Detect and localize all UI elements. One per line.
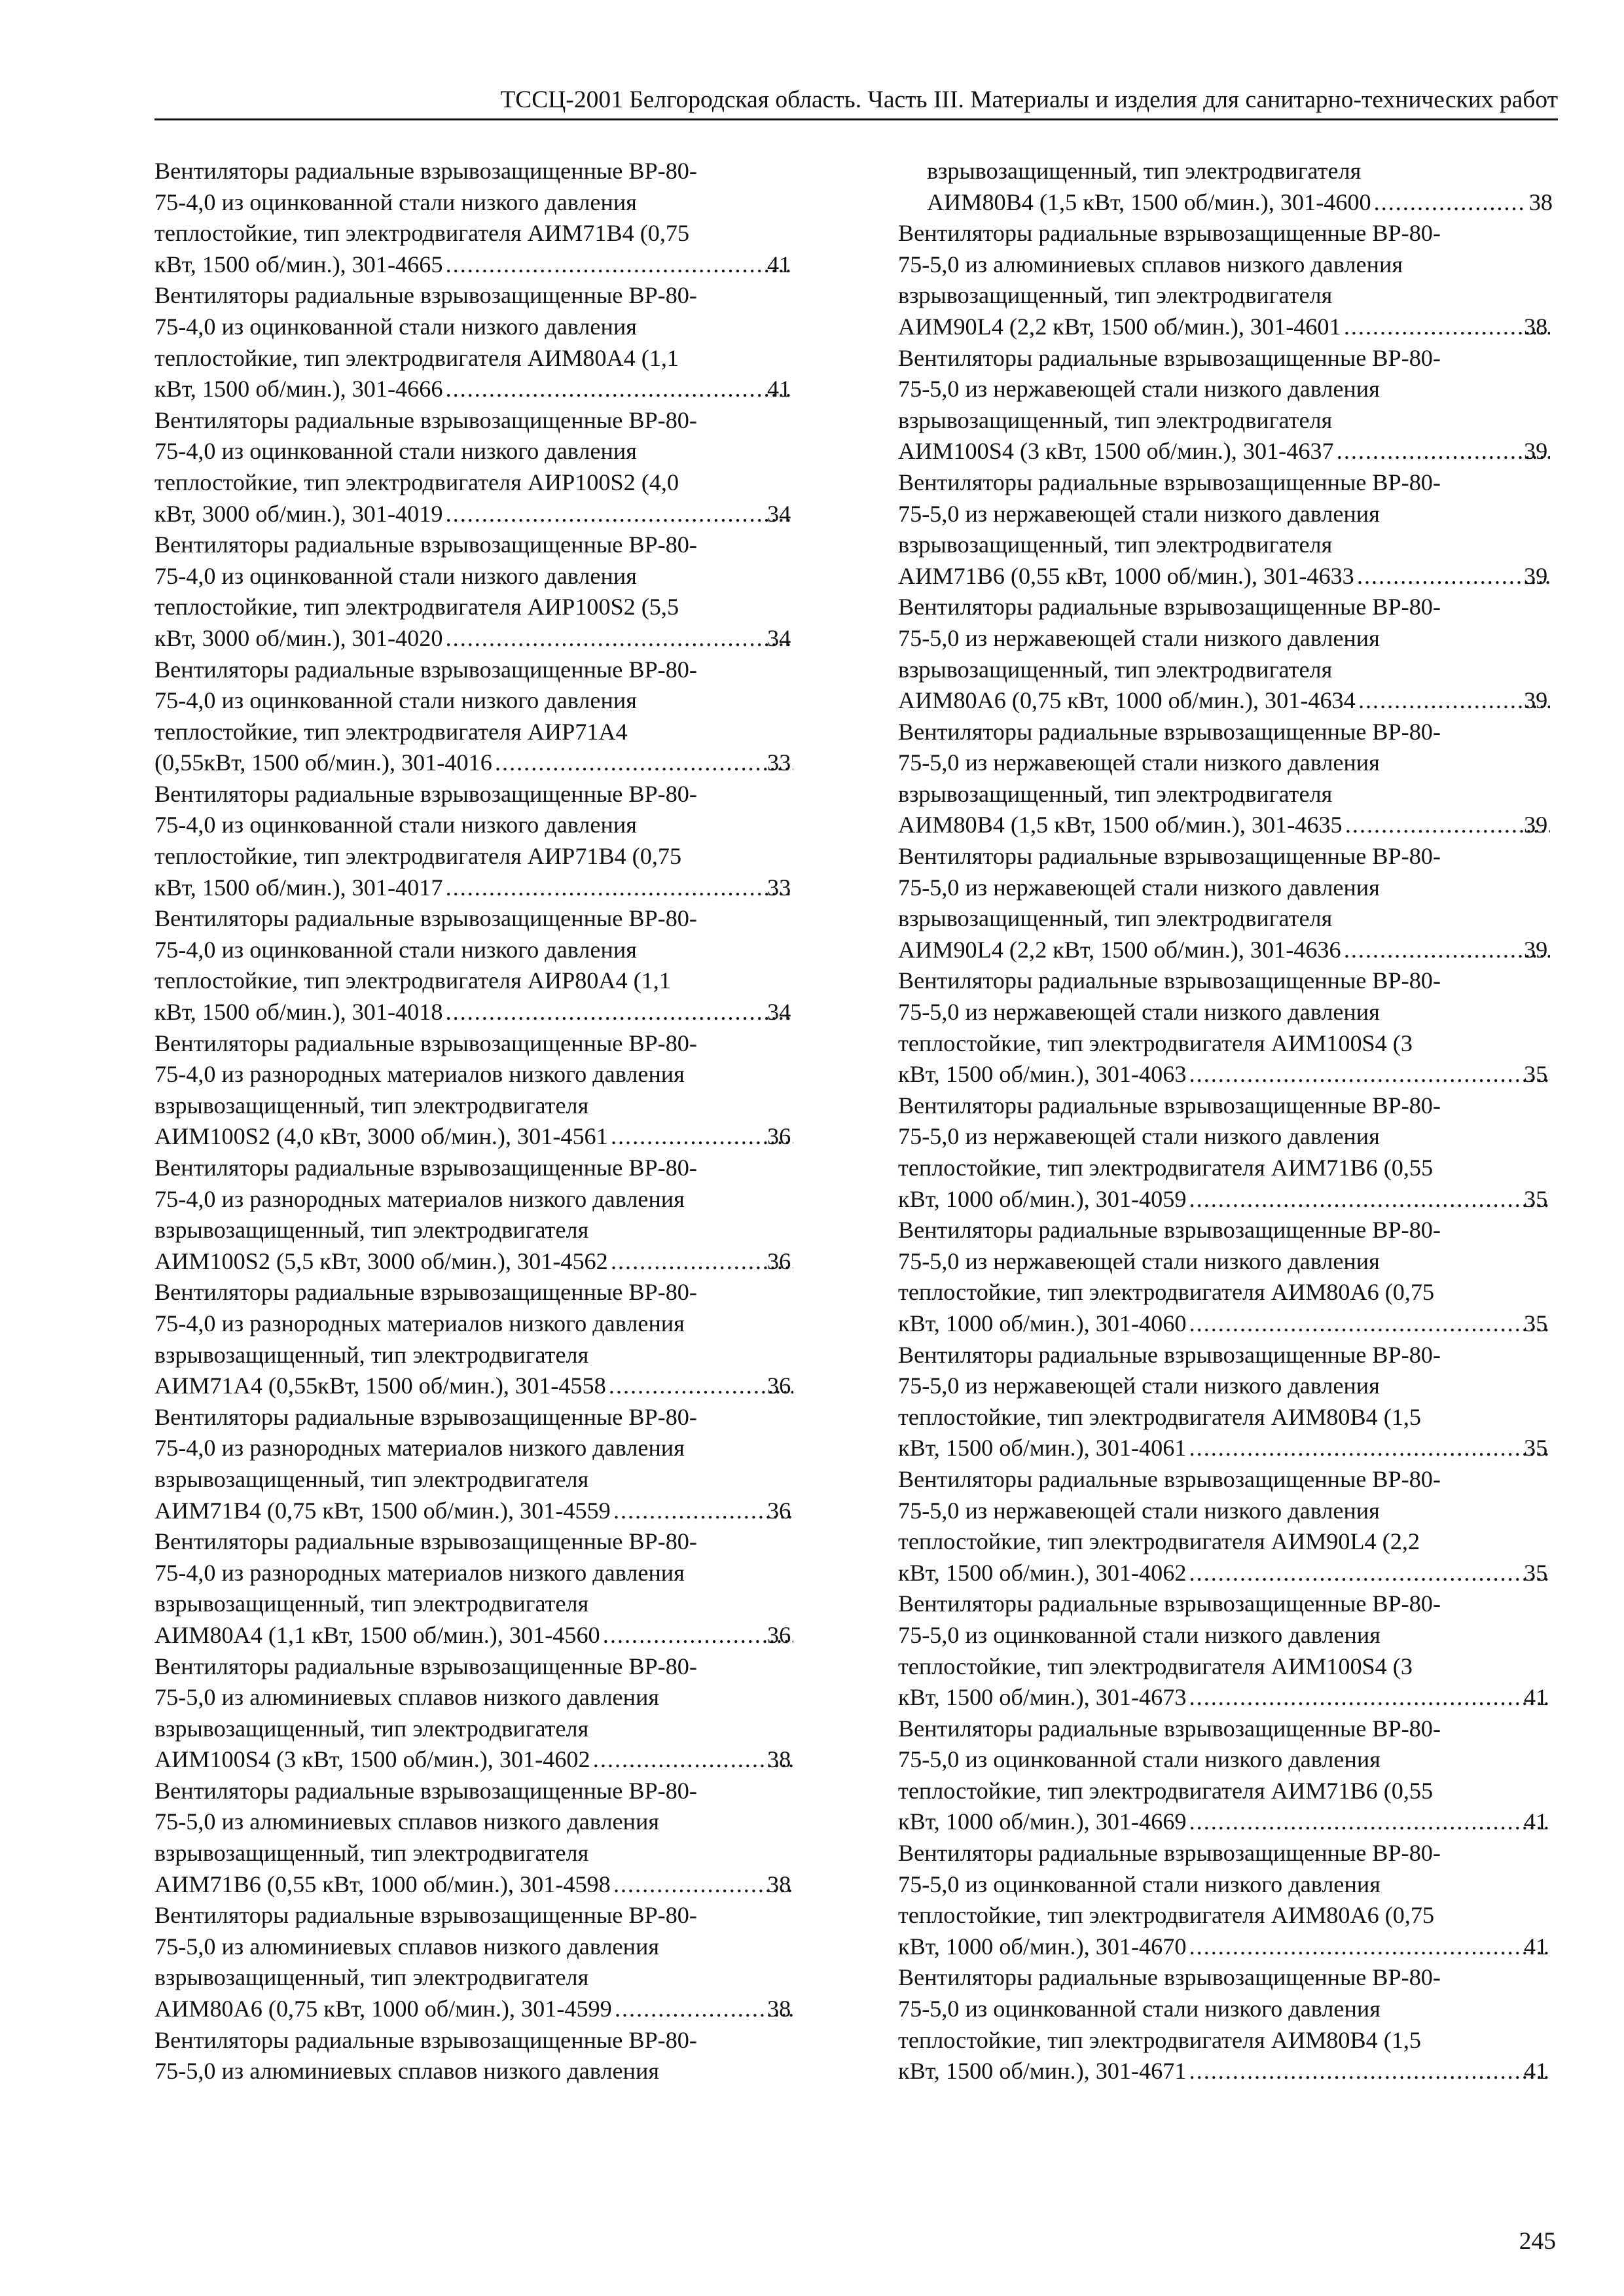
entry-line: 75-5,0 из нержавеющей стали низкого давления xyxy=(898,874,1380,901)
entry-line: 75-4,0 из оцинкованной стали низкого давления xyxy=(154,438,637,465)
entry-line: взрывозащищенный, тип электродвигателя xyxy=(154,1840,589,1867)
entry-page-ref: 38 xyxy=(1528,188,1553,215)
index-entry xyxy=(898,592,1553,716)
entry-last-line: АИМ100S4 (3 кВт, 1500 об/мин.), 301-4637 ..... 39 xyxy=(927,436,1553,467)
dot-leader xyxy=(1189,1558,1550,1589)
entry-code: кВт, 1500 об/мин.), 301-4665 xyxy=(154,251,443,278)
entry-line: 75-4,0 из оцинкованной стали низкого давления xyxy=(154,188,637,215)
entry-line: взрывозащищенный, тип электродвигателя xyxy=(898,780,1333,807)
index-entry xyxy=(154,529,796,654)
entry-line: Вентиляторы радиальные взрывозащищенные ВР-80- xyxy=(898,1840,1441,1867)
entry-line: Вентиляторы радиальные взрывозащищенные ВР-80- xyxy=(154,1777,697,1804)
entry-line: теплостойкие, тип электродвигателя АИМ71В4 (0,75 xyxy=(154,220,690,247)
entry-line: взрывозащищенный, тип электродвигателя xyxy=(154,1465,589,1492)
entry-line: Вентиляторы радиальные взрывозащищенные ВР-80- xyxy=(898,843,1441,870)
entry-line: 75-4,0 из разнородных материалов низкого давления xyxy=(154,1061,685,1088)
entry-code: кВт, 3000 об/мин.), 301-4019 xyxy=(154,500,443,527)
entry-line: 75-4,0 из разнородных материалов низкого давления xyxy=(154,1559,685,1586)
dot-leader xyxy=(613,1869,793,1901)
index-entry xyxy=(154,2025,796,2087)
index-entry xyxy=(154,280,796,404)
index-entry xyxy=(154,655,796,779)
dot-leader xyxy=(495,747,793,779)
dot-leader xyxy=(1358,685,1550,717)
entry-line: Вентиляторы радиальные взрывозащищенные ВР-80- xyxy=(898,1465,1441,1492)
index-entry xyxy=(154,1651,796,1776)
index-entry xyxy=(898,1838,1553,1962)
index-entry xyxy=(898,841,1553,965)
index-entry xyxy=(898,1090,1553,1215)
entry-line: взрывозащищенный, тип электродвигателя xyxy=(927,158,1362,184)
entry-line: 75-4,0 из разнородных материалов низкого давления xyxy=(154,1310,685,1336)
entry-last-line: кВт, 3000 об/мин.), 301-4020 ..... 34 xyxy=(183,623,796,655)
header-rule xyxy=(154,118,1558,120)
index-entry xyxy=(154,1776,796,1900)
entry-last-line: кВт, 3000 об/мин.), 301-4019 ..... 34 xyxy=(183,499,796,530)
index-entry-continuation xyxy=(898,156,1553,218)
entry-line: Вентиляторы радиальные взрывозащищенные ВР-80- xyxy=(898,1341,1441,1368)
dot-leader xyxy=(1189,1059,1550,1090)
entry-line: Вентиляторы радиальные взрывозащищенные ВР-80- xyxy=(898,1217,1441,1244)
entry-code: АИМ90L4 (2,2 кВт, 1500 об/мин.), 301-4636 xyxy=(898,936,1341,963)
entry-line: Вентиляторы радиальные взрывозащищенные ВР-80- xyxy=(154,905,697,932)
entry-code: кВт, 1000 об/мин.), 301-4059 xyxy=(898,1185,1187,1212)
entry-code: кВт, 3000 об/мин.), 301-4020 xyxy=(154,624,443,651)
index-entry xyxy=(898,1588,1553,1713)
entry-last-line: АИМ71В6 (0,55 кВт, 1000 об/мин.), 301-4633 ..... 39 xyxy=(927,561,1553,592)
entry-line: 75-5,0 из нержавеющей стали низкого давления xyxy=(898,1123,1380,1150)
entry-code: АИМ71А4 (0,55кВт, 1500 об/мин.), 301-4558 xyxy=(154,1372,606,1399)
entry-line: Вентиляторы радиальные взрывозащищенные ВР-80- xyxy=(154,780,697,807)
dot-leader xyxy=(445,374,793,405)
entry-code: кВт, 1500 об/мин.), 301-4061 xyxy=(898,1435,1187,1462)
entry-code: АИМ80В4 (1,5 кВт, 1500 об/мин.), 301-4635 xyxy=(898,812,1343,838)
dot-leader xyxy=(603,1620,793,1651)
index-entry xyxy=(898,467,1553,592)
entry-last-line: АИМ71В6 (0,55 кВт, 1000 об/мин.), 301-4598 ..... 38 xyxy=(183,1869,796,1901)
dot-leader xyxy=(445,623,793,655)
entry-last-line: кВт, 1500 об/мин.), 301-4061 ..... 35 xyxy=(927,1433,1553,1464)
entry-line: Вентиляторы радиальные взрывозащищенные ВР-80- xyxy=(154,1653,697,1679)
entry-code: кВт, 1500 об/мин.), 301-4062 xyxy=(898,1559,1187,1586)
dot-leader xyxy=(611,1246,793,1278)
index-entry xyxy=(154,1277,796,1401)
entry-line: 75-5,0 из алюминиевых сплавов низкого давления xyxy=(154,2058,659,2085)
entry-code: АИМ100S4 (3 кВт, 1500 об/мин.), 301-4602 xyxy=(154,1746,590,1773)
entry-code: кВт, 1000 об/мин.), 301-4060 xyxy=(898,1310,1187,1336)
entry-line: 75-4,0 из разнородных материалов низкого давления xyxy=(154,1435,685,1462)
dot-leader xyxy=(1189,1931,1550,1963)
dot-leader xyxy=(1189,1184,1550,1215)
entry-line: 75-5,0 из нержавеющей стали низкого давления xyxy=(898,500,1380,527)
index-column-right xyxy=(898,156,1553,2087)
entry-line: Вентиляторы радиальные взрывозащищенные ВР-80- xyxy=(898,469,1441,495)
entry-line: Вентиляторы радиальные взрывозащищенные ВР-80- xyxy=(898,967,1441,994)
entry-line: теплостойкие, тип электродвигателя АИМ90L4 (2,2 xyxy=(898,1528,1420,1555)
dot-leader xyxy=(1344,935,1550,966)
entry-code: АИМ80А6 (0,75 кВт, 1000 об/мин.), 301-4634 xyxy=(898,687,1356,714)
entry-last-line: АИМ71В4 (0,75 кВт, 1500 об/мин.), 301-4559 ..... 36 xyxy=(183,1496,796,1527)
entry-line: Вентиляторы радиальные взрывозащищенные ВР-80- xyxy=(154,656,697,683)
dot-leader xyxy=(1189,1433,1550,1464)
entry-last-line: АИМ80В4 (1,5 кВт, 1500 об/мин.), 301-4635 ..... 39 xyxy=(927,810,1553,841)
entry-code: кВт, 1500 об/мин.), 301-4063 xyxy=(898,1061,1187,1088)
entry-last-line: АИМ80А6 (0,75 кВт, 1000 об/мин.), 301-4634 ..... 39 xyxy=(927,685,1553,717)
entry-line: Вентиляторы радиальные взрывозащищенные ВР-80- xyxy=(154,531,697,558)
entry-last-line: АИМ80А6 (0,75 кВт, 1000 об/мин.), 301-4599 ..... 38 xyxy=(183,1994,796,2025)
entry-line: 75-4,0 из разнородных материалов низкого давления xyxy=(154,1185,685,1212)
entry-line: 75-5,0 из нержавеющей стали низкого давления xyxy=(898,376,1380,403)
entry-line: взрывозащищенный, тип электродвигателя xyxy=(154,1341,589,1368)
entry-line: взрывозащищенный, тип электродвигателя xyxy=(154,1092,589,1119)
entry-last-line: кВт, 1500 об/мин.), 301-4017 ..... 33 xyxy=(183,872,796,904)
entry-line: Вентиляторы радиальные взрывозащищенные ВР-80- xyxy=(154,1155,697,1181)
entry-line: Вентиляторы радиальные взрывозащищенные ВР-80- xyxy=(154,158,697,184)
entry-line: 75-5,0 из алюминиевых сплавов низкого давления xyxy=(898,251,1403,278)
entry-code: АИМ100S2 (5,5 кВт, 3000 об/мин.), 301-4562 xyxy=(154,1247,608,1274)
entry-code: кВт, 1500 об/мин.), 301-4673 xyxy=(898,1684,1187,1711)
entry-line: взрывозащищенный, тип электродвигателя xyxy=(154,1964,589,1991)
dot-leader xyxy=(1345,810,1550,841)
entry-line: 75-5,0 из нержавеющей стали низкого давления xyxy=(898,1247,1380,1274)
entry-last-line: кВт, 1500 об/мин.), 301-4666 ..... 41 xyxy=(183,374,796,405)
entry-last-line: кВт, 1000 об/мин.), 301-4669 ..... 41 xyxy=(927,1806,1553,1838)
entry-line: 75-5,0 из алюминиевых сплавов низкого давления xyxy=(154,1933,659,1960)
index-entry xyxy=(898,1713,1553,1838)
entry-line: 75-4,0 из оцинкованной стали низкого давления xyxy=(154,687,637,714)
entry-code: АИМ100S4 (3 кВт, 1500 об/мин.), 301-4637 xyxy=(898,438,1334,465)
entry-line: взрывозащищенный, тип электродвигателя xyxy=(898,282,1333,309)
entry-code: АИМ71В6 (0,55 кВт, 1000 об/мин.), 301-4598 xyxy=(154,1871,611,1897)
entry-line: 75-5,0 из нержавеющей стали низкого давления xyxy=(898,1372,1380,1399)
dot-leader xyxy=(1337,436,1550,467)
entry-last-line: кВт, 1500 об/мин.), 301-4062 ..... 35 xyxy=(927,1558,1553,1589)
dot-leader xyxy=(613,1496,793,1527)
entry-line: теплостойкие, тип электродвигателя АИМ100S4 (3 xyxy=(898,1653,1413,1679)
entry-code: АИМ80А4 (1,1 кВт, 1500 об/мин.), 301-4560 xyxy=(154,1621,600,1648)
entry-line: 75-4,0 из оцинкованной стали низкого давления xyxy=(154,936,637,963)
entry-line: Вентиляторы радиальные взрывозащищенные ВР-80- xyxy=(898,594,1441,620)
entry-line: 75-4,0 из оцинкованной стали низкого давления xyxy=(154,562,637,589)
dot-leader xyxy=(445,499,793,530)
entry-line: взрывозащищенный, тип электродвигателя xyxy=(154,1715,589,1742)
index-entry xyxy=(898,1215,1553,1339)
entry-code: АИМ80А6 (0,75 кВт, 1000 об/мин.), 301-4599 xyxy=(154,1996,612,2022)
entry-line: 75-5,0 из алюминиевых сплавов низкого давления xyxy=(154,1684,659,1711)
entry-line: 75-5,0 из оцинкованной стали низкого давления xyxy=(898,1871,1380,1897)
entry-line: Вентиляторы радиальные взрывозащищенные ВР-80- xyxy=(154,1030,697,1056)
running-header xyxy=(154,84,1558,117)
entry-code: АИМ90L4 (2,2 кВт, 1500 об/мин.), 301-4601 xyxy=(898,313,1341,340)
entry-line: теплостойкие, тип электродвигателя АИР100S2 (4,0 xyxy=(154,469,679,495)
index-entry xyxy=(154,1153,796,1277)
entry-code: кВт, 1500 об/мин.), 301-4666 xyxy=(154,376,443,403)
entry-line: Вентиляторы радиальные взрывозащищенные ВР-80- xyxy=(154,1403,697,1430)
entry-line: Вентиляторы радиальные взрывозащищенные ВР-80- xyxy=(154,282,697,309)
index-entry xyxy=(898,717,1553,841)
entry-line: 75-4,0 из оцинкованной стали низкого давления xyxy=(154,313,637,340)
dot-leader xyxy=(1357,561,1550,592)
entry-line: теплостойкие, тип электродвигателя АИМ100S4 (3 xyxy=(898,1030,1413,1056)
entry-code: АИМ100S2 (4,0 кВт, 3000 об/мин.), 301-4561 xyxy=(154,1123,608,1150)
dot-leader xyxy=(615,1994,793,2025)
dot-leader xyxy=(445,249,793,281)
entry-line: Вентиляторы радиальные взрывозащищенные ВР-80- xyxy=(898,220,1441,247)
dot-leader xyxy=(1189,2056,1550,2087)
entry-last-line: кВт, 1500 об/мин.), 301-4671 ..... 41 xyxy=(927,2056,1553,2087)
entry-line: Вентиляторы радиальные взрывозащищенные ВР-80- xyxy=(898,1715,1441,1742)
entry-line: теплостойкие, тип электродвигателя АИР100S2 (5,5 xyxy=(154,594,679,620)
index-entry xyxy=(898,218,1553,342)
index-column-left xyxy=(154,156,796,2087)
entry-last-line: кВт, 1000 об/мин.), 301-4670 ..... 41 xyxy=(927,1931,1553,1963)
entry-code: кВт, 1500 об/мин.), 301-4671 xyxy=(898,2058,1187,2085)
entry-last-line: кВт, 1000 об/мин.), 301-4059 ..... 35 xyxy=(927,1184,1553,1215)
entry-code: АИМ80В4 (1,5 кВт, 1500 об/мин.), 301-4600 xyxy=(927,188,1371,215)
entry-code: кВт, 1500 об/мин.), 301-4017 xyxy=(154,874,443,901)
entry-last-line: кВт, 1500 об/мин.), 301-4018 ..... 34 xyxy=(183,997,796,1028)
entry-line: теплостойкие, тип электродвигателя АИМ80В4 (1,5 xyxy=(898,1403,1422,1430)
entry-line: 75-5,0 из нержавеющей стали низкого давления xyxy=(898,1497,1380,1524)
dot-leader xyxy=(1189,1682,1550,1713)
entry-last-line: АИМ100S2 (4,0 кВт, 3000 об/мин.), 301-4561 ..... 36 xyxy=(183,1121,796,1153)
entry-code: кВт, 1000 об/мин.), 301-4669 xyxy=(898,1808,1187,1835)
entry-line: 75-5,0 из нержавеющей стали низкого давления xyxy=(898,999,1380,1026)
index-entry xyxy=(154,156,796,280)
index-entry xyxy=(154,1402,796,1526)
index-entry xyxy=(154,1526,796,1651)
index-entry xyxy=(154,779,796,903)
entry-line: Вентиляторы радиальные взрывозащищенные ВР-80- xyxy=(154,1528,697,1555)
entry-last-line: АИМ90L4 (2,2 кВт, 1500 об/мин.), 301-4601 ..... 38 xyxy=(927,312,1553,343)
dot-leader xyxy=(1344,312,1550,343)
index-entry xyxy=(898,1340,1553,1464)
entry-code: АИМ71В4 (0,75 кВт, 1500 об/мин.), 301-4559 xyxy=(154,1497,611,1524)
entry-line: Вентиляторы радиальные взрывозащищенные ВР-80- xyxy=(154,406,697,433)
entry-code: АИМ71В6 (0,55 кВт, 1000 об/мин.), 301-4633 xyxy=(898,562,1354,589)
dot-leader xyxy=(593,1744,793,1776)
index-entry xyxy=(154,903,796,1028)
entry-line: взрывозащищенный, тип электродвигателя xyxy=(154,1217,589,1244)
entry-line: теплостойкие, тип электродвигателя АИМ80А6 (0,75 xyxy=(898,1279,1435,1306)
entry-last-line: кВт, 1500 об/мин.), 301-4673 ..... 41 xyxy=(927,1682,1553,1713)
entry-code: (0,55кВт, 1500 об/мин.), 301-4016 xyxy=(154,749,492,776)
entry-code: кВт, 1000 об/мин.), 301-4670 xyxy=(898,1933,1187,1960)
entry-code: кВт, 1500 об/мин.), 301-4018 xyxy=(154,999,443,1026)
index-entry xyxy=(154,405,796,529)
entry-last-line: кВт, 1000 об/мин.), 301-4060 ..... 35 xyxy=(927,1308,1553,1340)
entry-last-line: (0,55кВт, 1500 об/мин.), 301-4016 ..... 33 xyxy=(183,747,796,779)
index-entry xyxy=(898,1962,1553,2087)
entry-line: Вентиляторы радиальные взрывозащищенные ВР-80- xyxy=(154,1279,697,1306)
entry-last-line: кВт, 1500 об/мин.), 301-4063 ..... 35 xyxy=(927,1059,1553,1090)
entry-line: 75-5,0 из алюминиевых сплавов низкого давления xyxy=(154,1808,659,1835)
dot-leader xyxy=(445,997,793,1028)
entry-line: теплостойкие, тип электродвигателя АИМ80А4 (1,1 xyxy=(154,344,679,371)
entry-last-line: АИМ100S2 (5,5 кВт, 3000 об/мин.), 301-4562 ..... 36 xyxy=(183,1246,796,1278)
entry-line: теплостойкие, тип электродвигателя АИМ80В4 (1,5 xyxy=(898,2026,1422,2053)
entry-last-line: АИМ90L4 (2,2 кВт, 1500 об/мин.), 301-4636 ..... 39 xyxy=(927,935,1553,966)
entry-line: Вентиляторы радиальные взрывозащищенные ВР-80- xyxy=(154,2026,697,2053)
index-entry xyxy=(898,965,1553,1090)
dot-leader xyxy=(611,1121,793,1153)
entry-line: 75-5,0 из оцинкованной стали низкого давления xyxy=(898,1746,1380,1773)
dot-leader xyxy=(445,872,793,904)
index-entry xyxy=(154,1900,796,2024)
dot-leader xyxy=(1189,1308,1550,1340)
entry-line: взрывозащищенный, тип электродвигателя xyxy=(154,1590,589,1617)
entry-line: теплостойкие, тип электродвигателя АИМ71В6 (0,55 xyxy=(898,1777,1434,1804)
entry-line: теплостойкие, тип электродвигателя АИМ80А6 (0,75 xyxy=(898,1902,1435,1929)
entry-line: теплостойкие, тип электродвигателя АИР71В4 (0,75 xyxy=(154,843,682,870)
entry-line: взрывозащищенный, тип электродвигателя xyxy=(898,531,1333,558)
index-entry xyxy=(154,1028,796,1153)
header-title: ТССЦ-2001 Белгородская область. Часть III. Материалы и изделия для санитарно-технических работ xyxy=(500,86,1558,113)
entry-line: Вентиляторы радиальные взрывозащищенные ВР-80- xyxy=(898,1964,1441,1991)
entry-line: теплостойкие, тип электродвигателя АИР80А4 (1,1 xyxy=(154,967,671,994)
entry-last-line: АИМ100S4 (3 кВт, 1500 об/мин.), 301-4602 ..... 38 xyxy=(183,1744,796,1776)
entry-last-line xyxy=(898,187,1553,219)
entry-last-line: АИМ71А4 (0,55кВт, 1500 об/мин.), 301-4558 ..... 36 xyxy=(183,1371,796,1402)
entry-line: взрывозащищенный, тип электродвигателя xyxy=(898,905,1333,932)
index-entry xyxy=(898,1464,1553,1588)
entry-last-line: АИМ80А4 (1,1 кВт, 1500 об/мин.), 301-4560 ..... 36 xyxy=(183,1620,796,1651)
entry-line: 75-5,0 из нержавеющей стали низкого давления xyxy=(898,624,1380,651)
dot-leader xyxy=(1189,1806,1550,1838)
page-number: 245 xyxy=(1519,2228,1556,2255)
dot-leader xyxy=(1374,187,1526,219)
entry-line: Вентиляторы радиальные взрывозащищенные ВР-80- xyxy=(898,1092,1441,1119)
dot-leader xyxy=(609,1371,793,1402)
entry-line: 75-5,0 из нержавеющей стали низкого давления xyxy=(898,749,1380,776)
entry-line: 75-5,0 из оцинкованной стали низкого давления xyxy=(898,1621,1380,1648)
entry-last-line: кВт, 1500 об/мин.), 301-4665 ..... 41 xyxy=(183,249,796,281)
entry-line: 75-4,0 из оцинкованной стали низкого давления xyxy=(154,812,637,838)
entry-line: взрывозащищенный, тип электродвигателя xyxy=(898,656,1333,683)
entry-line: Вентиляторы радиальные взрывозащищенные ВР-80- xyxy=(154,1902,697,1929)
entry-line: взрывозащищенный, тип электродвигателя xyxy=(898,406,1333,433)
index-entry xyxy=(898,343,1553,467)
entry-line: Вентиляторы радиальные взрывозащищенные ВР-80- xyxy=(898,718,1441,745)
entry-line: Вентиляторы радиальные взрывозащищенные ВР-80- xyxy=(898,1590,1441,1617)
entry-line: теплостойкие, тип электродвигателя АИР71А4 xyxy=(154,718,628,745)
entry-line: 75-5,0 из оцинкованной стали низкого давления xyxy=(898,1996,1380,2022)
entry-line: теплостойкие, тип электродвигателя АИМ71В6 (0,55 xyxy=(898,1155,1434,1181)
entry-line: Вентиляторы радиальные взрывозащищенные ВР-80- xyxy=(898,344,1441,371)
